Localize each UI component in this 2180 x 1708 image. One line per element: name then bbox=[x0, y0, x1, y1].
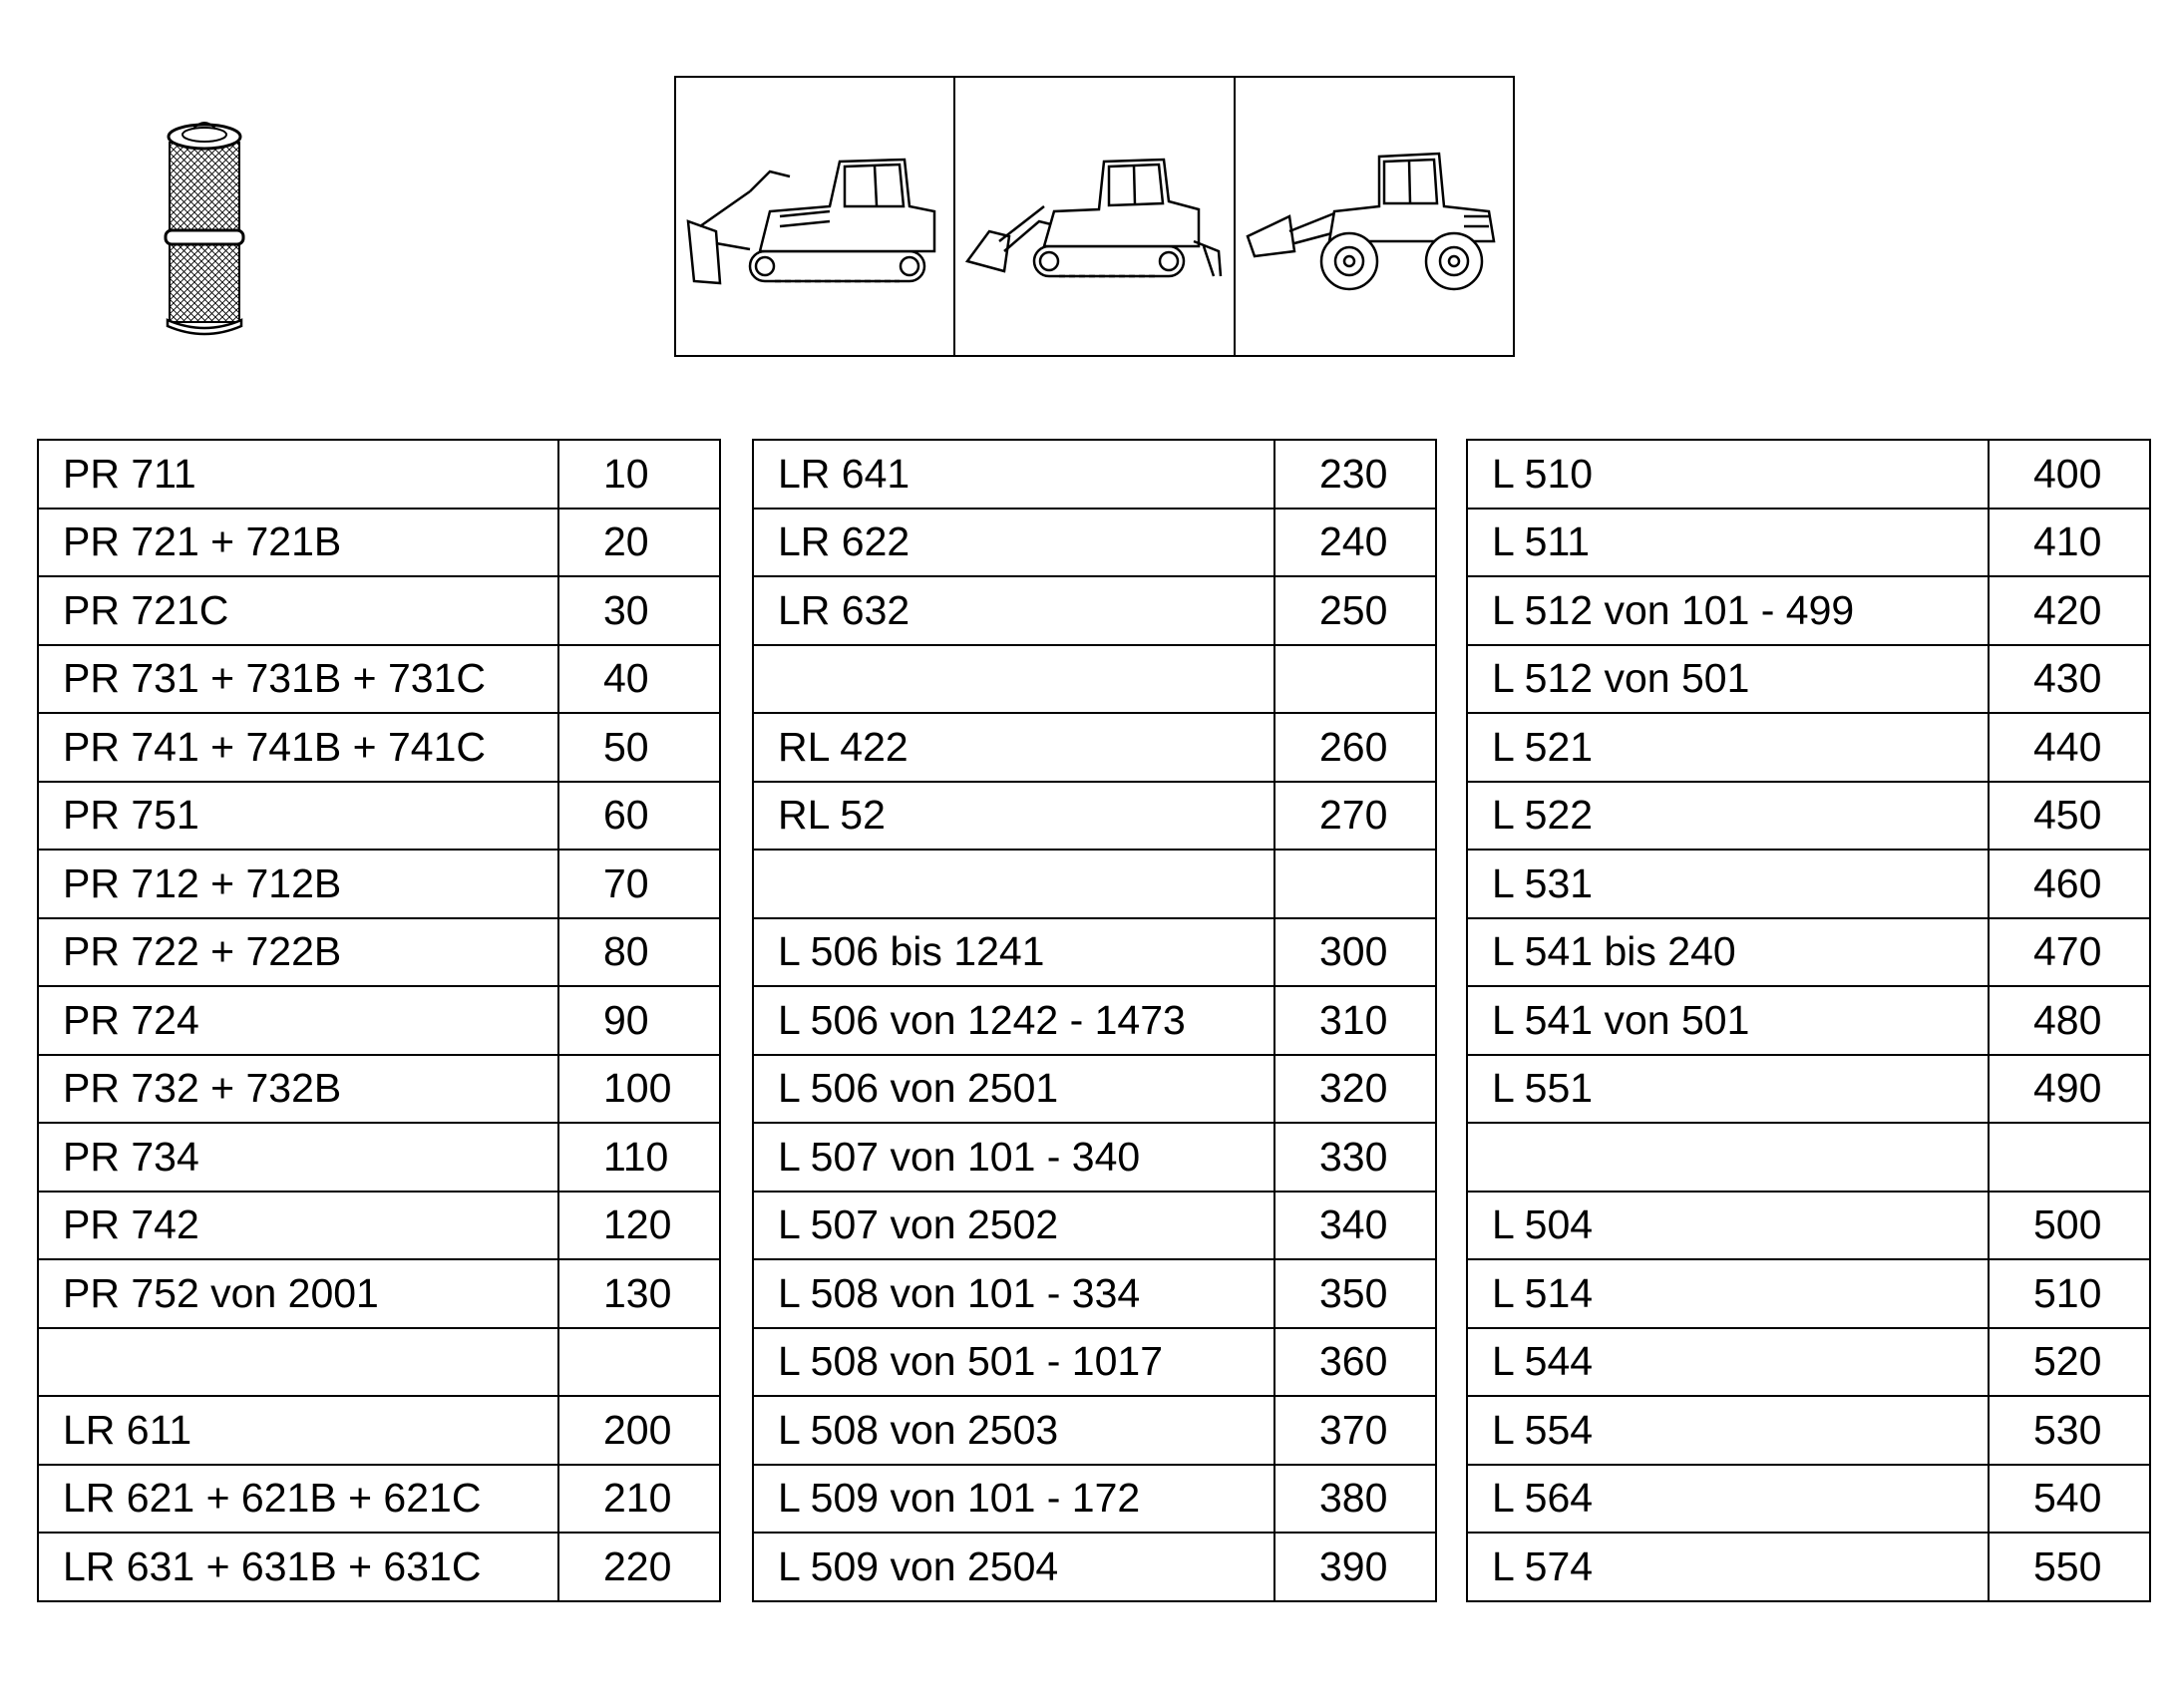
model-cell: L 508 von 2503 bbox=[753, 1396, 1274, 1465]
model-cell: L 544 bbox=[1467, 1328, 1989, 1397]
table-row bbox=[1467, 576, 2150, 645]
crawler-loader-cell bbox=[955, 78, 1235, 355]
code-cell: 420 bbox=[1989, 576, 2150, 645]
model-cell: L 554 bbox=[1467, 1396, 1989, 1465]
model-cell: L 531 bbox=[1467, 850, 1989, 918]
model-cell: L 506 bis 1241 bbox=[753, 918, 1274, 987]
code-cell: 90 bbox=[558, 986, 720, 1055]
model-cell: L 508 von 101 - 334 bbox=[753, 1259, 1274, 1328]
model-cell: L 507 von 2502 bbox=[753, 1192, 1274, 1260]
code-cell: 50 bbox=[558, 713, 720, 782]
table-row bbox=[753, 713, 1436, 782]
table-row bbox=[38, 576, 720, 645]
model-cell: LR 632 bbox=[753, 576, 1274, 645]
table-row bbox=[38, 850, 720, 918]
table-row bbox=[753, 782, 1436, 851]
table-row bbox=[753, 1396, 1436, 1465]
model-cell: L 506 von 1242 - 1473 bbox=[753, 986, 1274, 1055]
table-row bbox=[1467, 850, 2150, 918]
code-cell: 210 bbox=[558, 1465, 720, 1534]
table-row bbox=[1467, 1465, 2150, 1534]
table-row bbox=[753, 850, 1436, 918]
code-cell: 110 bbox=[558, 1123, 720, 1192]
table-row bbox=[753, 509, 1436, 577]
model-cell: L 504 bbox=[1467, 1192, 1989, 1260]
model-cell bbox=[753, 645, 1274, 714]
model-cell: L 521 bbox=[1467, 713, 1989, 782]
model-cell: PR 751 bbox=[38, 782, 558, 851]
code-cell: 70 bbox=[558, 850, 720, 918]
code-cell: 200 bbox=[558, 1396, 720, 1465]
table-row bbox=[1467, 440, 2150, 509]
code-cell: 470 bbox=[1989, 918, 2150, 987]
code-cell: 40 bbox=[558, 645, 720, 714]
table-row bbox=[38, 1123, 720, 1192]
code-cell: 310 bbox=[1274, 986, 1436, 1055]
model-cell: PR 734 bbox=[38, 1123, 558, 1192]
code-cell: 450 bbox=[1989, 782, 2150, 851]
table-row bbox=[753, 1328, 1436, 1397]
table-row bbox=[753, 1055, 1436, 1124]
table-row bbox=[38, 1328, 720, 1397]
table-row bbox=[38, 986, 720, 1055]
model-cell: PR 724 bbox=[38, 986, 558, 1055]
model-cell: PR 742 bbox=[38, 1192, 558, 1260]
table-row bbox=[753, 1259, 1436, 1328]
model-cell: L 506 von 2501 bbox=[753, 1055, 1274, 1124]
code-cell: 350 bbox=[1274, 1259, 1436, 1328]
model-cell: L 541 bis 240 bbox=[1467, 918, 1989, 987]
code-cell: 120 bbox=[558, 1192, 720, 1260]
table-row bbox=[1467, 1396, 2150, 1465]
table-row bbox=[38, 1055, 720, 1124]
model-cell bbox=[1467, 1123, 1989, 1192]
table-row bbox=[753, 645, 1436, 714]
table-row bbox=[1467, 1123, 2150, 1192]
code-cell: 500 bbox=[1989, 1192, 2150, 1260]
table-row bbox=[38, 1192, 720, 1260]
model-cell: PR 711 bbox=[38, 440, 558, 509]
code-cell: 390 bbox=[1274, 1533, 1436, 1601]
table-row bbox=[1467, 1533, 2150, 1601]
table-row bbox=[1467, 645, 2150, 714]
table-row bbox=[38, 918, 720, 987]
crawler-loader-icon bbox=[959, 132, 1229, 301]
code-cell: 520 bbox=[1989, 1328, 2150, 1397]
table-row bbox=[1467, 1259, 2150, 1328]
model-cell: L 509 von 101 - 172 bbox=[753, 1465, 1274, 1534]
table-row bbox=[38, 1465, 720, 1534]
code-cell: 260 bbox=[1274, 713, 1436, 782]
code-cell: 530 bbox=[1989, 1396, 2150, 1465]
code-cell: 250 bbox=[1274, 576, 1436, 645]
table-row bbox=[38, 1533, 720, 1601]
model-cell: L 551 bbox=[1467, 1055, 1989, 1124]
code-cell: 320 bbox=[1274, 1055, 1436, 1124]
air-filter-cartridge-icon bbox=[160, 115, 249, 339]
code-cell: 100 bbox=[558, 1055, 720, 1124]
code-cell: 300 bbox=[1274, 918, 1436, 987]
model-cell bbox=[753, 850, 1274, 918]
table-row bbox=[1467, 713, 2150, 782]
code-cell: 80 bbox=[558, 918, 720, 987]
code-cell: 440 bbox=[1989, 713, 2150, 782]
code-cell: 240 bbox=[1274, 509, 1436, 577]
table-row bbox=[753, 1533, 1436, 1601]
model-cell: LR 622 bbox=[753, 509, 1274, 577]
model-cell: L 541 von 501 bbox=[1467, 986, 1989, 1055]
model-cell: PR 741 + 741B + 741C bbox=[38, 713, 558, 782]
machine-illustrations bbox=[674, 76, 1515, 357]
table-row bbox=[38, 1396, 720, 1465]
model-cell: L 509 von 2504 bbox=[753, 1533, 1274, 1601]
model-cell: RL 422 bbox=[753, 713, 1274, 782]
code-cell: 380 bbox=[1274, 1465, 1436, 1534]
table-row bbox=[753, 1465, 1436, 1534]
table-row bbox=[1467, 918, 2150, 987]
model-cell: PR 721C bbox=[38, 576, 558, 645]
code-cell bbox=[558, 1328, 720, 1397]
code-cell: 60 bbox=[558, 782, 720, 851]
table-row bbox=[753, 440, 1436, 509]
code-cell: 330 bbox=[1274, 1123, 1436, 1192]
code-cell: 370 bbox=[1274, 1396, 1436, 1465]
code-cell: 540 bbox=[1989, 1465, 2150, 1534]
model-cell: PR 712 + 712B bbox=[38, 850, 558, 918]
code-cell: 130 bbox=[558, 1259, 720, 1328]
code-cell: 230 bbox=[1274, 440, 1436, 509]
model-cell: L 564 bbox=[1467, 1465, 1989, 1534]
table-row bbox=[38, 440, 720, 509]
code-cell: 270 bbox=[1274, 782, 1436, 851]
code-cell bbox=[1274, 645, 1436, 714]
model-cell: L 507 von 101 - 340 bbox=[753, 1123, 1274, 1192]
table-row bbox=[38, 509, 720, 577]
code-cell: 360 bbox=[1274, 1328, 1436, 1397]
code-cell: 510 bbox=[1989, 1259, 2150, 1328]
table-row bbox=[38, 713, 720, 782]
code-cell: 480 bbox=[1989, 986, 2150, 1055]
table-row bbox=[753, 918, 1436, 987]
model-table-3 bbox=[1466, 439, 2151, 1602]
model-cell: L 510 bbox=[1467, 440, 1989, 509]
code-cell: 410 bbox=[1989, 509, 2150, 577]
model-cell: LR 621 + 621B + 621C bbox=[38, 1465, 558, 1534]
code-cell: 490 bbox=[1989, 1055, 2150, 1124]
table-row bbox=[38, 782, 720, 851]
model-cell: L 508 von 501 - 1017 bbox=[753, 1328, 1274, 1397]
model-cell: L 514 bbox=[1467, 1259, 1989, 1328]
table-row bbox=[753, 1123, 1436, 1192]
model-table-1 bbox=[37, 439, 721, 1602]
code-cell: 220 bbox=[558, 1533, 720, 1601]
crawler-dozer-icon bbox=[680, 132, 949, 301]
model-cell: L 574 bbox=[1467, 1533, 1989, 1601]
model-cell: LR 641 bbox=[753, 440, 1274, 509]
code-cell: 20 bbox=[558, 509, 720, 577]
table-row bbox=[1467, 1328, 2150, 1397]
table-row bbox=[753, 576, 1436, 645]
code-cell: 460 bbox=[1989, 850, 2150, 918]
model-cell: PR 722 + 722B bbox=[38, 918, 558, 987]
model-cell: L 511 bbox=[1467, 509, 1989, 577]
code-cell: 430 bbox=[1989, 645, 2150, 714]
table-row bbox=[1467, 509, 2150, 577]
wheel-loader-icon bbox=[1240, 132, 1509, 301]
table-row bbox=[1467, 986, 2150, 1055]
model-table-2 bbox=[752, 439, 1437, 1602]
code-cell: 340 bbox=[1274, 1192, 1436, 1260]
code-cell: 550 bbox=[1989, 1533, 2150, 1601]
code-cell: 400 bbox=[1989, 440, 2150, 509]
model-cell bbox=[38, 1328, 558, 1397]
table-row bbox=[1467, 782, 2150, 851]
model-cell: LR 631 + 631B + 631C bbox=[38, 1533, 558, 1601]
wheel-loader-cell bbox=[1236, 78, 1513, 355]
code-cell bbox=[1274, 850, 1436, 918]
model-cell: PR 732 + 732B bbox=[38, 1055, 558, 1124]
model-cell: PR 731 + 731B + 731C bbox=[38, 645, 558, 714]
model-cell: PR 752 von 2001 bbox=[38, 1259, 558, 1328]
model-cell: PR 721 + 721B bbox=[38, 509, 558, 577]
table-row bbox=[38, 645, 720, 714]
model-cell: RL 52 bbox=[753, 782, 1274, 851]
table-row bbox=[1467, 1192, 2150, 1260]
model-cell: LR 611 bbox=[38, 1396, 558, 1465]
model-cell: L 512 von 501 bbox=[1467, 645, 1989, 714]
table-row bbox=[1467, 1055, 2150, 1124]
code-cell bbox=[1989, 1123, 2150, 1192]
table-row bbox=[753, 1192, 1436, 1260]
table-row bbox=[753, 986, 1436, 1055]
model-cell: L 512 von 101 - 499 bbox=[1467, 576, 1989, 645]
code-cell: 30 bbox=[558, 576, 720, 645]
crawler-dozer-cell bbox=[676, 78, 955, 355]
model-cell: L 522 bbox=[1467, 782, 1989, 851]
code-cell: 10 bbox=[558, 440, 720, 509]
table-row bbox=[38, 1259, 720, 1328]
